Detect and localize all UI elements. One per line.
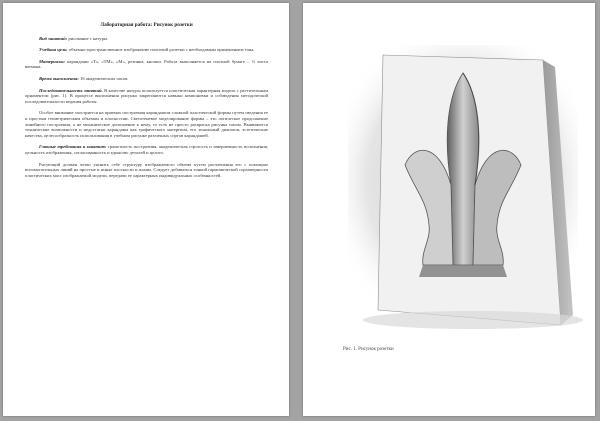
paragraph [25, 88, 268, 105]
document-page-right [303, 3, 595, 416]
rosette-drawing-figure [343, 25, 583, 330]
paragraph [25, 47, 268, 53]
paragraph-text: объемно-пространственное изображение гипсовой розетки с необходимым применением тона. [67, 47, 255, 53]
paragraph-lead: Главные требования к занятию: [39, 144, 107, 150]
paragraph [25, 162, 268, 179]
paragraph-lead: Вид занятий: [39, 35, 68, 41]
paragraph-text: В качестве натуры используется пластическая характерная модель с растительным орнаментом (рис. 1). В процессе выполнения рисунка закрепляются навыки компоновки и соблюдения методической последовательности ведения работы. [25, 87, 268, 104]
paragraph [25, 144, 268, 155]
paragraph-text: Особое внимание заостряется на приемах построения карандашом сложной пластической формы путем сведения ее к простым геометрическим объемам и плоскостям. Светотеневое моделирование формы – это логическое продолжение линейного построения, а не механическое дополнение к нему, то есть не просто раскраска рисунка тоном. Выявляются технические возможности и недостатки карандаша как графического материала, его тональный диапазон, эстетические качества, целесообразность использования в учебном рисунке различных сортов карандашей. [25, 110, 268, 138]
paragraph-lead: Время выполнения: [39, 75, 79, 81]
paragraph-lead: Последовательность занятий. [39, 87, 103, 93]
figure-caption: Рис. 1. Рисунок розетки [343, 347, 394, 352]
paragraph-text: Рисующий должен четко уяснить себе структуру изображаемого объема путем расчленения его с помощью вспомогательных линий на простые и ясные плоскости и планы. Следует добиваться тонкой гармонической соразмерности пластических масс изображаемой модели, передачи ее характерных индивидуальных особенностей. [25, 161, 268, 178]
paragraph-lead: Учебная цель: [39, 47, 68, 53]
document-body [25, 23, 268, 184]
document-title: Лабораторная работа: Рисунок розетки [100, 22, 193, 28]
paragraph-text: 16 академических часов. [78, 75, 129, 81]
paragraph-text: грамотность построения, академическая строгость и завершенность исполнения, цельность изображения, согласованность и единство деталей и целого. [25, 144, 268, 155]
paragraph-text: карандаши «Т», «ТМ», «М», резинка, кнопки. Работа выполняется на плотной бумаге – ½ листа ватмана. [25, 58, 268, 70]
paragraph-lead: Материалы: [39, 58, 66, 64]
paragraph [25, 76, 268, 82]
paragraph [25, 110, 268, 138]
document-page-left [3, 3, 289, 416]
paragraph [25, 36, 268, 42]
paragraph-text: рисование с натуры. [67, 35, 109, 41]
paragraph [25, 59, 268, 70]
